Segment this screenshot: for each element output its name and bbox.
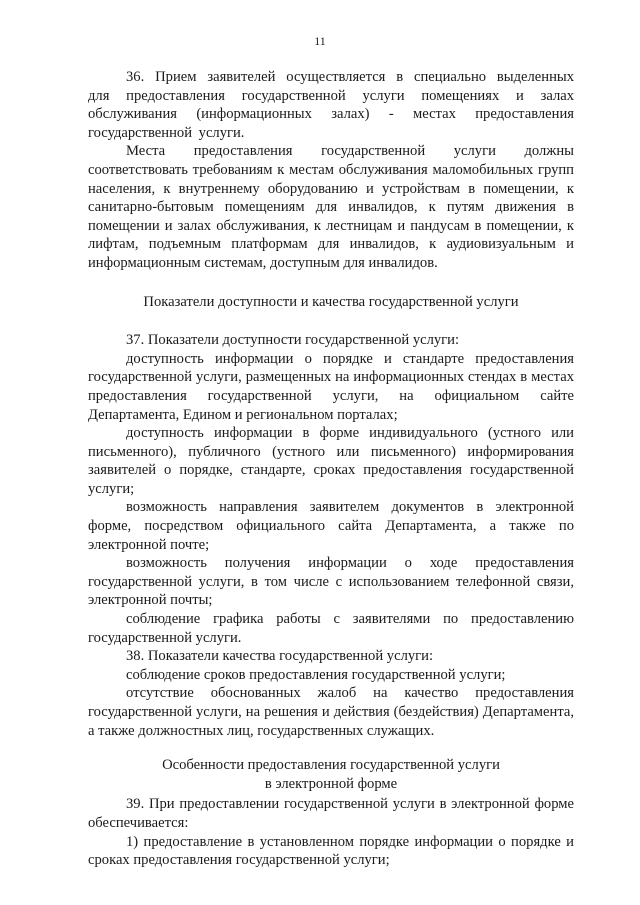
paragraph-37-item-2: доступность информации в форме индивидуального (устного или письменного), публичного (устного или письменного) информирования заявителей о порядке, стандарте, сроках предоставления государственной услуги; [88,425,574,497]
section-heading-electronic-line-2: в электронной форме [264,775,398,792]
paragraph-38: 38. Показатели качества государственной услуги: [126,648,434,665]
paragraph-37-item-3: возможность направления заявителем документов в электронной форме, посредством официального сайта Департамента, а также по электронной почте; [88,499,574,553]
paragraph-39: 39. При предоставлении государственной услуги в электронной форме обеспечивается: [88,796,574,831]
section-heading-electronic-line-1: Особенности предоставления государственной услуги [162,757,500,774]
paragraph-37: 37. Показатели доступности государственной услуги: [126,332,460,349]
paragraph-36: 36. Прием заявителей осуществляется в специально выделенных для предоставления государственной услуги помещениях и залах обслуживания (информационных залах) - местах предоставления государственной услуги. [88,69,574,141]
paragraph-places: Места предоставления государственной услуги должны соответствовать требованиям к местам обслуживания маломобильных групп населения, к внутреннему оборудованию и устройствам в помещении, к санитарно-бытовым помещениям для инвалидов, к путям движения в помещении и залах обслуживания, к лестницам и пандусам в помещении, к лифтам, подъемным платформам для инвалидов, к аудиовизуальным и информационным системам, доступным для инвалидов. [88,143,574,271]
page-number: 11 [314,34,326,48]
paragraph-38-item-1: соблюдение сроков предоставления государственной услуги; [126,666,506,683]
paragraph-38-item-2: отсутствие обоснованных жалоб на качество предоставления государственной услуги, на решения и действия (бездействия) Департамента, а также должностных лиц, государственных служащих. [88,685,574,739]
section-heading-accessibility: Показатели доступности и качества государственной услуги [143,293,519,310]
paragraph-37-item-4: возможность получения информации о ходе предоставления государственной услуги, в том числе с использованием телефонной связи, электронной почты; [88,555,574,609]
paragraph-37-item-5: соблюдение графика работы с заявителями по предоставлению государственной услуги. [88,611,574,646]
paragraph-37-item-1: доступность информации о порядке и стандарте предоставления государственной услуги, размещенных на информационных стендах в местах предоставления государственной услуги, на официальном сайте Департамента, Едином и региональном порталах; [88,350,574,423]
paragraph-39-item-1: 1) предоставление в установленном порядке информации о порядке и сроках предоставления государственной услуги; [88,833,574,869]
document-body [88,68,574,870]
